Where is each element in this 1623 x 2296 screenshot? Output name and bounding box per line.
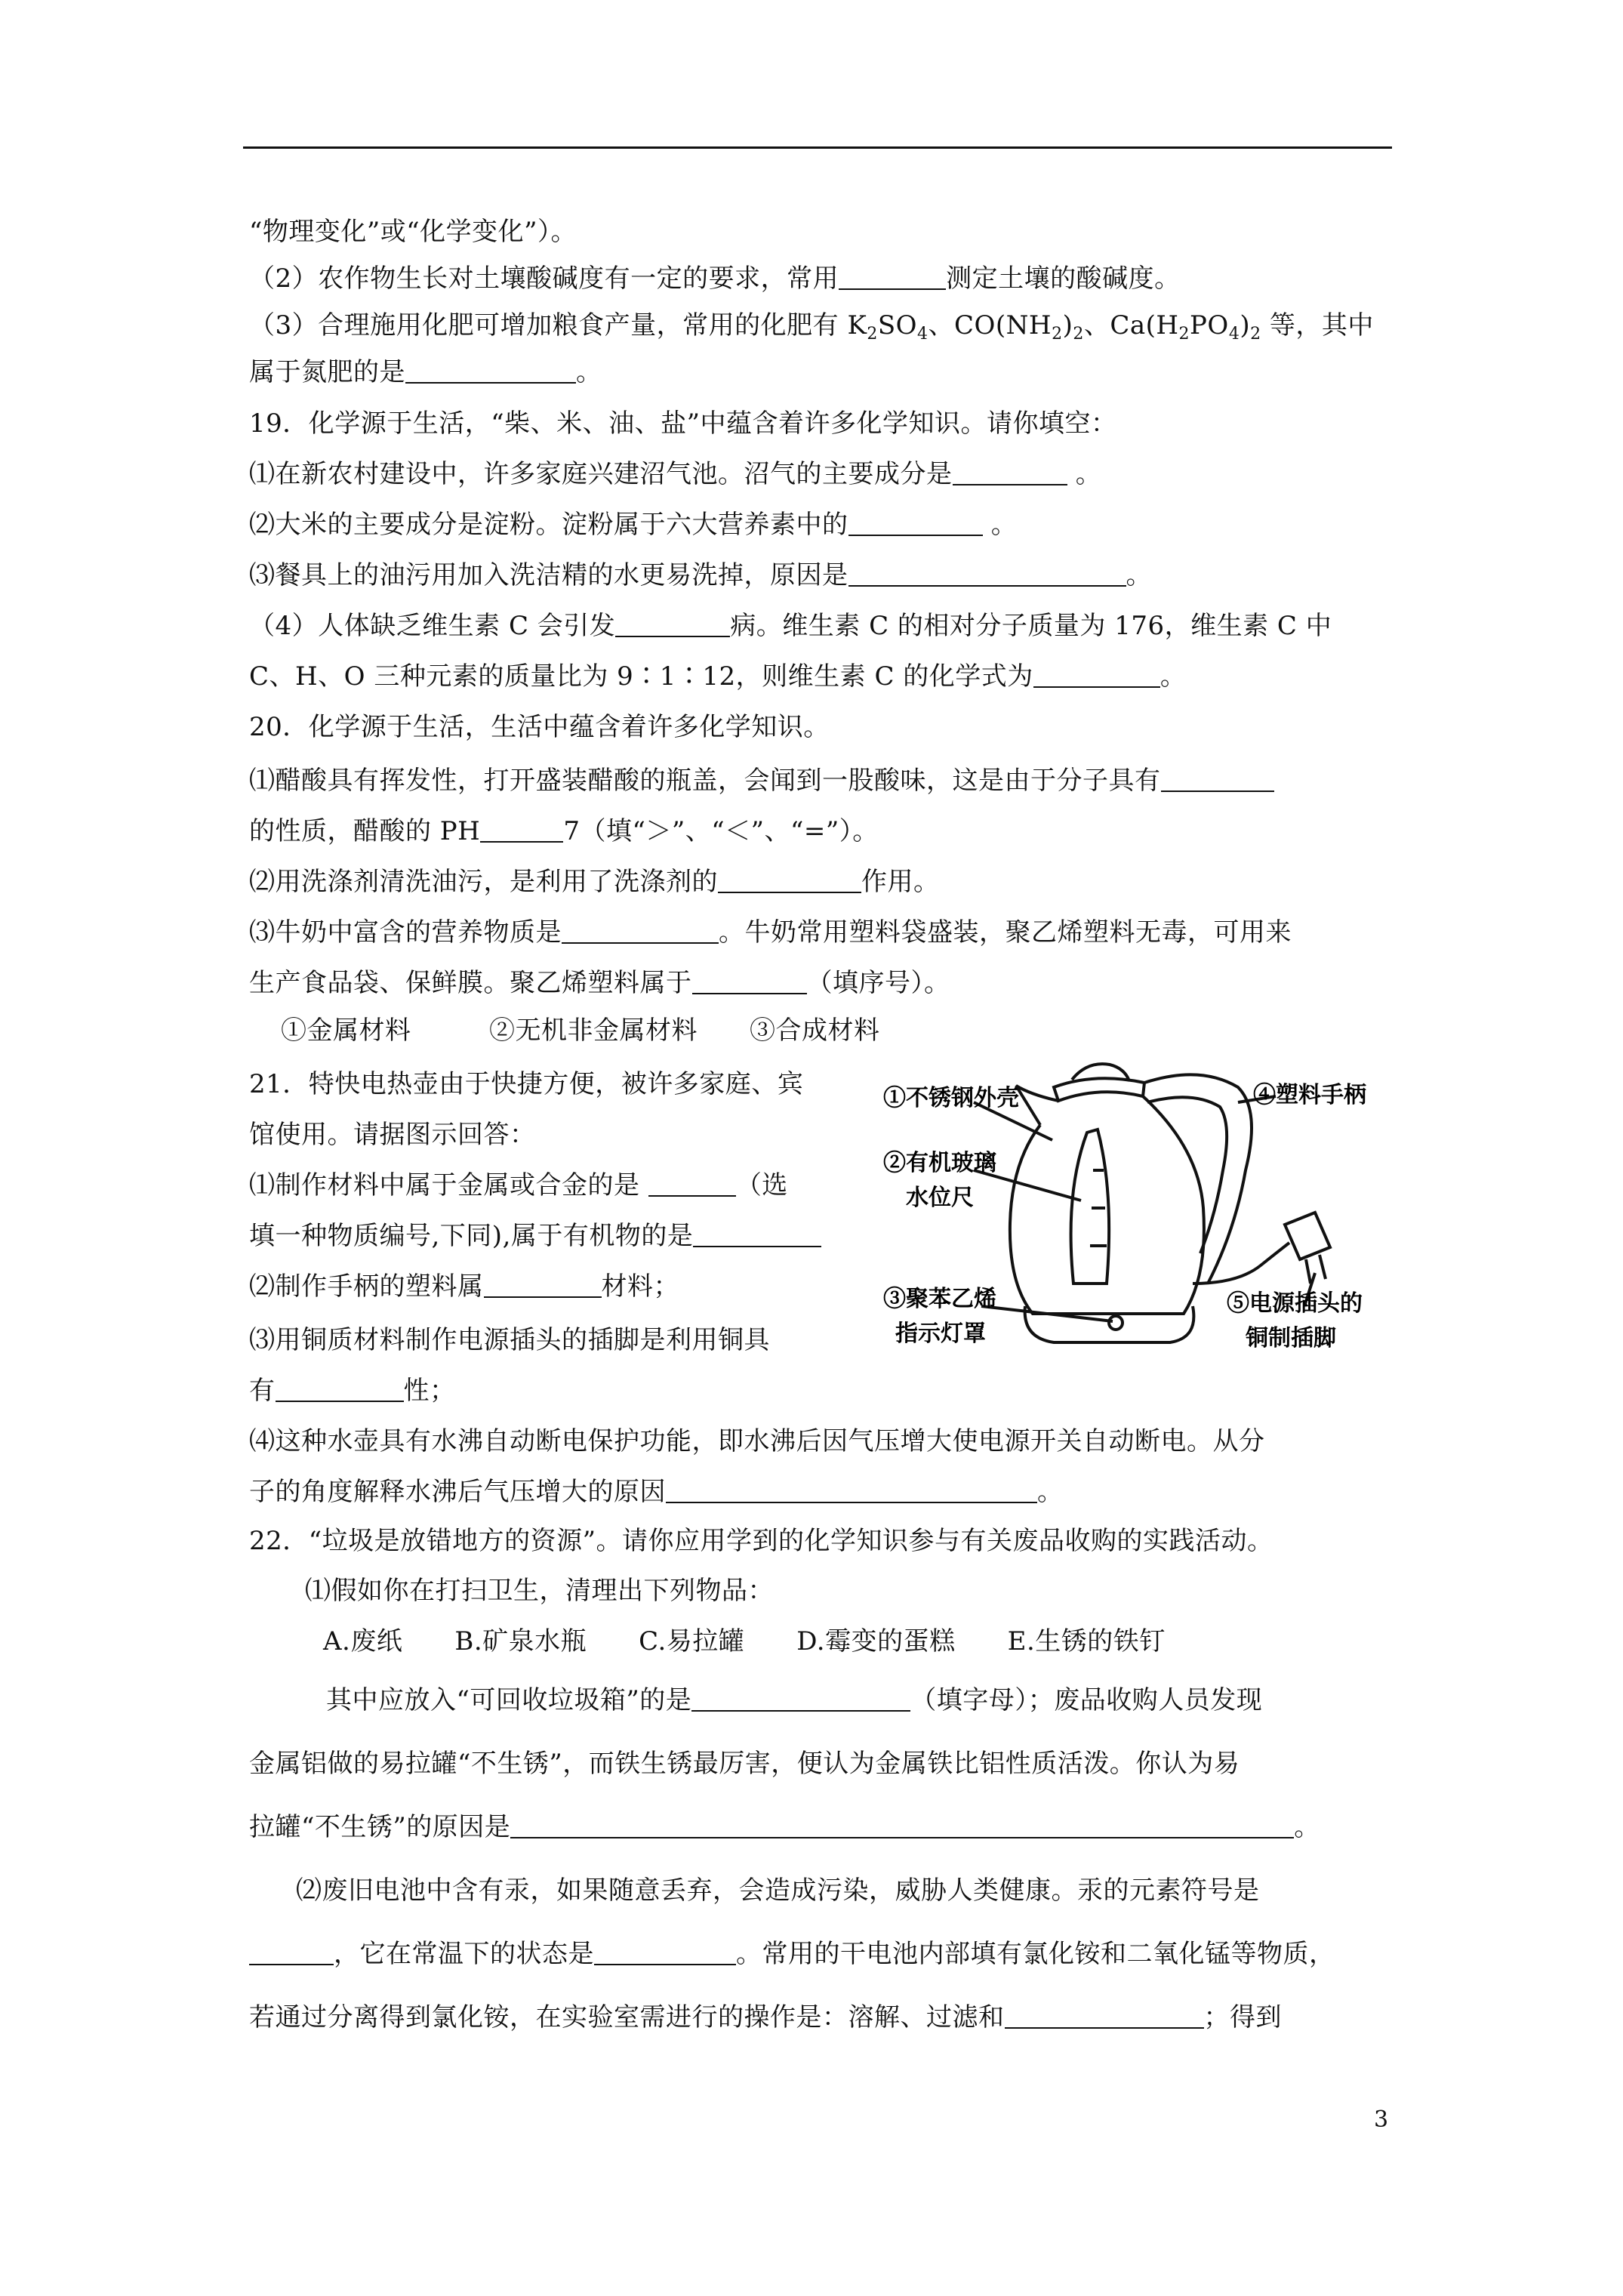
- text: ⑵用洗涤剂清洗油污，是利用了洗涤剂的: [249, 867, 718, 897]
- text: 。: [576, 357, 602, 387]
- text: 生产食品袋、保鲜膜。聚乙烯塑料属于: [249, 968, 692, 998]
- text: 其中应放入“可回收垃圾箱”的是: [326, 1685, 692, 1715]
- text: SO: [877, 310, 918, 341]
- q21-line-4: [249, 1324, 770, 1357]
- text: 有: [249, 1376, 276, 1406]
- answer-blank[interactable]: [510, 1814, 1294, 1838]
- subscript: 2: [1052, 325, 1063, 344]
- text: ⑴醋酸具有挥发性，打开盛装醋酸的瓶盖，会闻到一股酸味，这是由于分子具有: [249, 766, 1161, 796]
- text: 填一种物质编号,下同),属于有机物的是: [249, 1221, 694, 1251]
- q21-line-3: [249, 1270, 679, 1303]
- figure-label-handle: ④塑料手柄: [1253, 1082, 1366, 1108]
- text: 。: [1067, 459, 1102, 489]
- q21-line-2: [249, 1219, 821, 1253]
- q22-line-5: [296, 1874, 1260, 1907]
- text: 子的角度解释水沸后气压增大的原因: [249, 1477, 666, 1507]
- figure-label-plug: ⑤电源插头的: [1227, 1290, 1363, 1317]
- answer-blank[interactable]: [562, 920, 719, 944]
- text: 。: [1126, 560, 1152, 590]
- q20-line-1: [249, 764, 1274, 797]
- q20-line-4: [249, 916, 1292, 949]
- text: C、H、O 三种元素的质量比为 9∶1∶12，则维生素 C 的化学式为: [249, 661, 1033, 692]
- text: PO: [1190, 310, 1229, 341]
- q22-items: [323, 1625, 1166, 1658]
- text: 20．化学源于生活，生活中蕴含着许多化学知识。: [249, 712, 830, 742]
- kettle-illustration: [883, 1057, 1374, 1374]
- figure-label-lamp: ③聚苯乙烯: [883, 1286, 996, 1312]
- answer-blank[interactable]: [718, 869, 861, 893]
- figure-label-window-2: 水位尺: [906, 1185, 974, 1211]
- text: ⑴在新农村建设中，许多家庭兴建沼气池。沼气的主要成分是: [249, 459, 953, 489]
- text: （填字母）；废品收购人员发现: [910, 1685, 1263, 1715]
- text: ①金属材料 ②无机非金属材料 ③合成材料: [281, 1015, 880, 1046]
- q19-line-3: [249, 559, 1152, 592]
- answer-blank[interactable]: [594, 1941, 736, 1965]
- text: ⑷这种水壶具有水沸自动断电保护功能，即水沸后因气压增大使电源开关自动断电。从分: [249, 1426, 1265, 1456]
- figure-label-lamp-2: 指示灯罩: [895, 1321, 986, 1347]
- q22-title: [249, 1524, 1273, 1558]
- kettle-figure: [883, 1057, 1374, 1374]
- text: （填序号）。: [806, 968, 950, 998]
- text: ⑴制作材料中属于金属或合金的是: [249, 1170, 640, 1200]
- answer-blank[interactable]: [693, 1223, 821, 1247]
- answer-blank[interactable]: [480, 818, 563, 843]
- text: 。: [1037, 1477, 1064, 1507]
- q19-title: [249, 407, 1117, 440]
- answer-blank[interactable]: [848, 562, 1126, 587]
- q19-line-1: [249, 458, 1101, 491]
- subscript: 2: [1178, 325, 1190, 344]
- q22-line-4: [249, 1811, 1320, 1844]
- text: “物理变化”或“化学变化”）。: [249, 217, 577, 247]
- text: （2）农作物生长对土壤酸碱度有一定的要求，常用: [249, 264, 839, 294]
- answer-blank[interactable]: [249, 1941, 334, 1965]
- subscript: 2: [1073, 325, 1084, 344]
- text: 7（填“＞”、“＜”、“=”）。: [563, 816, 879, 846]
- text: 等，其中: [1261, 310, 1374, 341]
- answer-blank[interactable]: [615, 613, 730, 637]
- text: （4）人体缺乏维生素 C 会引发: [249, 611, 616, 641]
- text: 病。维生素 C 的相对分子质量为 176，维生素 C 中: [730, 611, 1332, 641]
- text: 。: [1160, 661, 1187, 692]
- text: 、Ca(H: [1083, 310, 1179, 341]
- text: 性；: [403, 1376, 456, 1406]
- subscript: 2: [867, 325, 878, 344]
- q18-line-3: [249, 309, 1374, 351]
- q18-line-4: [249, 356, 602, 389]
- text: 、CO(NH: [928, 310, 1052, 341]
- q19-line-4: [249, 609, 1332, 643]
- answer-blank[interactable]: [691, 1687, 910, 1712]
- q21-line-6: [249, 1425, 1265, 1458]
- figure-label-plug-2: 铜制插脚: [1246, 1325, 1336, 1351]
- text: A.废纸 B.矿泉水瓶 C.易拉罐 D.霉变的蛋糕 E.生锈的铁钉: [323, 1626, 1166, 1657]
- q22-line-6: [249, 1937, 1335, 1971]
- text: 22．“垃圾是放错地方的资源”。请你应用学到的化学知识参与有关废品收购的实践活动。: [249, 1526, 1273, 1556]
- q20-title: [249, 710, 830, 744]
- text: 金属铝做的易拉罐“不生锈”，而铁生锈最厉害，便认为金属铁比铝性质活泼。你认为易: [249, 1749, 1240, 1779]
- text: 测定土壤的酸碱度。: [946, 264, 1181, 294]
- text: 。常用的干电池内部填有氯化铵和二氧化锰等物质，: [736, 1939, 1335, 1969]
- q22-line-3: [249, 1747, 1240, 1780]
- answer-blank[interactable]: [666, 1479, 1037, 1503]
- text: 馆使用。请据图示回答：: [249, 1120, 536, 1150]
- text: ⑶餐具上的油污用加入洗洁精的水更易洗掉，原因是: [249, 560, 848, 590]
- answer-blank[interactable]: [1005, 2005, 1204, 2029]
- header-rule: [243, 146, 1392, 149]
- text: 的性质，醋酸的 PH: [249, 816, 481, 846]
- figure-label-shell: ①不锈钢外壳: [883, 1085, 1019, 1111]
- text: （3）合理施用化肥可增加粮食产量，常用的化肥有 K: [249, 310, 867, 341]
- q21-title-2: [249, 1118, 536, 1151]
- answer-blank[interactable]: [953, 461, 1067, 485]
- q20-line-5: [249, 966, 950, 1000]
- q22-line-2: [326, 1684, 1262, 1717]
- text: ⑶牛奶中富含的营养物质是: [249, 917, 562, 948]
- answer-blank[interactable]: [839, 266, 946, 290]
- subscript: 2: [1250, 325, 1261, 344]
- answer-blank[interactable]: [848, 512, 983, 536]
- subscript: 4: [917, 325, 929, 344]
- text: ，它在常温下的状态是: [334, 1939, 594, 1969]
- text: 。: [982, 510, 1018, 540]
- answer-blank[interactable]: [276, 1378, 404, 1402]
- text: ⑵大米的主要成分是淀粉。淀粉属于六大营养素中的: [249, 510, 848, 540]
- q21-line-7: [249, 1475, 1064, 1509]
- page-number: 3: [1374, 2106, 1389, 2133]
- text: 19．化学源于生活，“柴、米、油、盐”中蕴含着许多化学知识。请你填空：: [249, 408, 1117, 439]
- text: ): [1240, 310, 1251, 341]
- text: ⑶用铜质材料制作电源插头的插脚是利用铜具: [249, 1325, 770, 1355]
- q20-line-3: [249, 865, 940, 898]
- q21-line-1: [249, 1169, 788, 1202]
- text: 21．特快电热壶由于快捷方便，被许多家庭、宾: [249, 1069, 804, 1099]
- text: ⑴假如你在打扫卫生，清理出下列物品：: [305, 1576, 774, 1606]
- q20-options: [281, 1014, 880, 1047]
- q19-line-5: [249, 660, 1186, 693]
- text: 作用。: [861, 867, 940, 897]
- text: 。: [1294, 1812, 1320, 1842]
- q22-line-1: [305, 1574, 774, 1607]
- q18-line-2: [249, 262, 1181, 295]
- figure-label-window: ②有机玻璃: [883, 1150, 996, 1176]
- text: 。牛奶常用塑料袋盛装，聚乙烯塑料无毒，可用来: [719, 917, 1292, 948]
- text: （选: [735, 1170, 788, 1200]
- text: ): [1062, 310, 1073, 341]
- subscript: 4: [1228, 325, 1240, 344]
- answer-blank[interactable]: [1161, 768, 1274, 792]
- text: 若通过分离得到氯化铵，在实验室需进行的操作是：溶解、过滤和: [249, 2002, 1005, 2032]
- q21-line-5: [249, 1374, 456, 1407]
- text: 拉罐“不生锈”的原因是: [249, 1812, 511, 1842]
- answer-blank[interactable]: [484, 1274, 602, 1298]
- q20-line-2: [249, 815, 879, 848]
- answer-blank[interactable]: [648, 1173, 736, 1197]
- q18-line-1: [249, 215, 577, 248]
- q21-title-1: [249, 1068, 803, 1101]
- q19-line-2: [249, 508, 1017, 541]
- answer-blank[interactable]: [692, 970, 807, 994]
- answer-blank[interactable]: [1033, 664, 1160, 688]
- text: 材料；: [601, 1271, 679, 1302]
- text: ⑵制作手柄的塑料属: [249, 1271, 484, 1302]
- text: ⑵废旧电池中含有汞，如果随意丢弃，会造成污染，威胁人类健康。汞的元素符号是: [296, 1875, 1260, 1906]
- answer-blank[interactable]: [405, 359, 576, 384]
- text: 属于氮肥的是: [249, 357, 405, 387]
- text: ；得到: [1203, 2002, 1282, 2032]
- q22-line-7: [249, 2001, 1282, 2034]
